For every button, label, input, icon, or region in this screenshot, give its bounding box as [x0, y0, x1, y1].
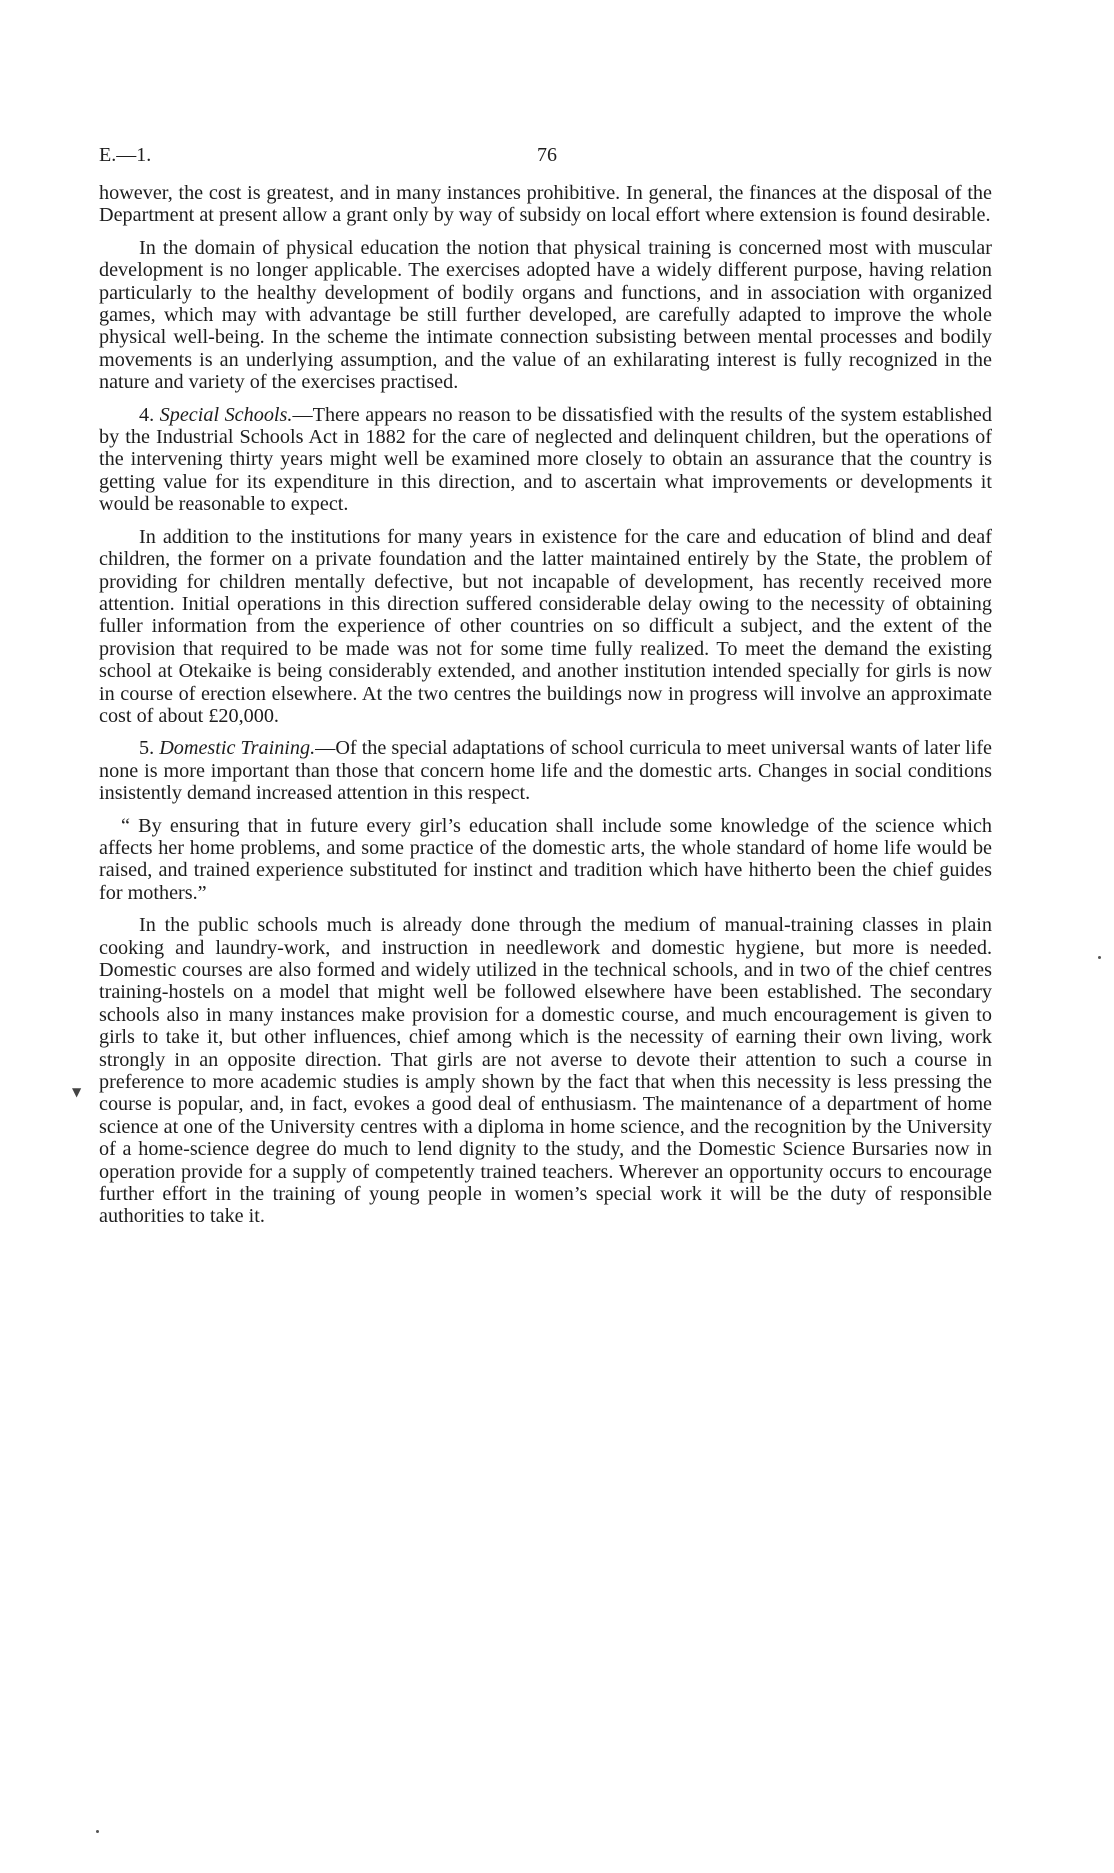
section-domestic-training [99, 737, 992, 804]
paragraph-text: —Of the special adaptations of school curricula to meet universal wants of later life none is more important than those that concern home life and the domestic arts. Changes in social conditions insistently demand increased attention in this respect. [99, 737, 993, 805]
section-special-schools [99, 404, 992, 516]
paragraph-text: In the public schools much is already done through the medium of manual-training classes in plain cooking and laundry-work, and instruction in needlework and domestic hygiene, but more is needed. Domestic courses are also formed and widely utilized in the technical schools, and in two of the chief centres training-hostels on a model that might well be followed elsewhere have been established. The secondary schools also in many instances make provision for a domestic course, and much encouragement is given to girls to take it, but other influences, chief among which is the necessity of earning their own living, work strongly in an opposite direction. That girls are not averse to devote their attention to such a course in preference to more academic studies is amply shown by the fact that when this necessity is less pressing the course is popular, and, in fact, evokes a good deal of enthusiasm. The maintenance of a department of home science at one of the University centres with a diploma in home science, and the recognition by the University of a home-science degree do much to lend dignity to the study, and the Domestic Science Bursaries now in operation provide for a supply of competently trained teachers. Wherever an opportunity occurs to encourage further effort in the training of young people in women’s special work it will be the duty of responsible authorities to take it. [99, 914, 992, 1228]
page-header [99, 140, 979, 170]
paragraph-text: “ By ensuring that in future every girl’s education shall include some knowledge of the science which affects her home problems, and some practice of the domestic arts, the whole standard of home life would be raised, and trained experience substituted for instinct and tradition which have hitherto been the chief guides for mothers.” [99, 814, 992, 904]
scan-speck [1098, 956, 1101, 959]
paragraph-text: —There appears no reason to be dissatisfied with the results of the system established by the Industrial Schools Act in 1882 for the care of neglected and delinquent children, but the operations of the intervening thirty years might well be examined more closely to obtain an assurance that the country is getting value for its expenditure in this direction, and to ascertain what improvements or developments it would be reasonable to expect. [99, 403, 992, 516]
section-title: Domestic Training. [159, 737, 316, 760]
paragraph-special-institutions [99, 526, 992, 728]
paragraph-text: In the domain of physical education the notion that physical training is concerned most with muscular development is no longer applicable. The exercises adopted have a widely different purpose, having relation particularly to the healthy development of bodily organs and functions, and in association with organized games, which may with advantage be still further developed, are carefully adapted to improve the whole physical well-being. In the scheme the intimate connection subsisting between mental processes and bodily movements is an underlying assumption, and the value of an exhilarating interest is fully recognized in the nature and variety of the exercises practised. [99, 236, 992, 394]
section-number: 5. [139, 737, 155, 760]
document-reference: E.—1. [99, 144, 152, 166]
page-number: 76 [537, 144, 557, 166]
paragraph-physical-education [99, 237, 992, 394]
paragraph-public-schools [99, 914, 992, 1228]
section-number: 4. [139, 403, 155, 426]
body-text [99, 182, 992, 1238]
paragraph-text: however, the cost is greatest, and in many instances prohibitive. In general, the finances at the disposal of the Department at present allow a grant only by way of subsidy on local effort where extension is found desirable. [99, 182, 992, 227]
margin-mark-icon: ▼ [72, 1085, 82, 1099]
paragraph-text: In addition to the institutions for many years in existence for the care and education of blind and deaf children, the former on a private foundation and the latter maintained entirely by the State, the problem of providing for children mentally defective, but not incapable of development, has recently received more attention. Initial operations in this direction suffered considerable delay owing to the necessity of obtaining fuller information from the experience of other countries on so difficult a subject, and the extent of the provision that required to be made was not for some time fully realized. To meet the demand the existing school at Otekaike is being considerably extended, and another institution intended specially for girls is now in course of erection elsewhere. At the two centres the buildings now in progress will involve an approximate cost of about £20,000. [99, 525, 992, 727]
quotation-paragraph [99, 815, 992, 905]
scan-speck [96, 1830, 99, 1833]
section-title: Special Schools. [159, 403, 293, 426]
paragraph-continuation [99, 182, 992, 227]
